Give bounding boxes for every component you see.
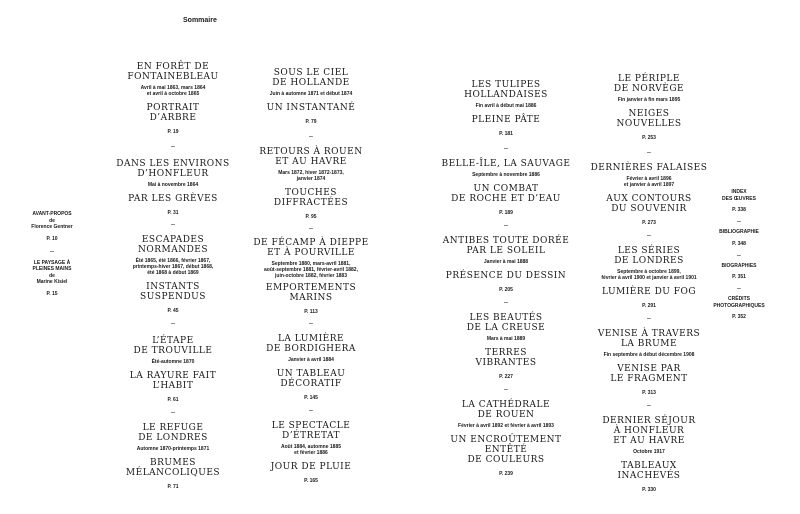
section-heading: EN FORÊT DE FONTAINEBLEAU <box>127 62 219 82</box>
section-heading: DERNIER SÉJOUR À HONFLEUR ET AU HAVRE <box>602 416 696 446</box>
separator-dash: – <box>647 402 651 409</box>
page-number: P. 205 <box>499 287 513 293</box>
column-chapters-1 <box>110 62 236 490</box>
page-number: P. 338 <box>732 207 746 213</box>
separator-dash: – <box>737 218 741 225</box>
section-heading: BIOGRAPHIES <box>721 262 757 269</box>
section-dates: Fin septembre à début décembre 1908 <box>603 352 695 358</box>
column-back-matter <box>706 189 772 320</box>
page-number: P. 95 <box>305 214 317 220</box>
section-dates: Août 1884, automne 1885 et février 1886 <box>280 444 342 456</box>
page-number: P. 189 <box>499 210 513 216</box>
section-dates: Mai à novembre 1864 <box>147 182 199 188</box>
section-dates: Fin avril à début mai 1886 <box>475 103 537 109</box>
separator-dash: – <box>171 221 175 228</box>
section-heading: L’ÉTAPE DE TROUVILLE <box>133 336 213 356</box>
section-heading: PAR LES GRÈVES <box>128 194 218 204</box>
section-heading: ANTIBES TOUTE DORÉE PAR LE SOLEIL <box>442 236 570 256</box>
page-number: P. 291 <box>642 303 656 309</box>
separator-dash: – <box>309 320 313 327</box>
section-dates: Septembre à novembre 1886 <box>472 172 540 178</box>
section-heading: UN ENCROÛTEMENT ENTÊTÉ DE COULEURS <box>450 435 562 465</box>
separator-dash: – <box>171 409 175 416</box>
page-title: Sommaire <box>183 17 217 24</box>
section-heading: LE PAYSAGE À PLEINES MAINS de Marine Kisiel <box>32 259 72 285</box>
section-heading: VENISE À TRAVERS LA BRUME <box>597 329 701 349</box>
section-heading: ESCAPADES NORMANDES <box>137 235 209 255</box>
section-heading: VENISE PAR LE FRAGMENT <box>610 364 688 384</box>
section-heading: BRUMES MÉLANCOLIQUES <box>125 458 221 478</box>
section-dates: Été-automne 1870 <box>151 359 195 365</box>
separator-dash: – <box>737 285 741 292</box>
section-dates: Septembre à octobre 1899, février à avril 1900 et janvier à avril 1901 <box>601 269 697 281</box>
section-dates: Mars à mai 1889 <box>486 336 526 342</box>
page-number: P. 113 <box>304 309 318 315</box>
section-heading: LES SÉRIES DE LONDRES <box>614 246 684 266</box>
section-dates: Janvier à avril 1884 <box>288 357 334 363</box>
section-dates: Avril à mai 1863, mars 1864 et avril à octobre 1865 <box>140 85 206 97</box>
section-heading: EMPORTEMENTS MARINS <box>265 283 357 303</box>
separator-dash: – <box>309 407 313 414</box>
section-heading: BELLE-ÎLE, LA SAUVAGE <box>441 159 571 169</box>
section-heading: UN INSTANTANÉ <box>266 103 356 113</box>
section-heading: TERRES VIBRANTES <box>475 348 537 368</box>
separator-dash: – <box>504 145 508 152</box>
page-number: P. 31 <box>167 210 179 216</box>
page-number: P. 145 <box>304 395 318 401</box>
section-heading: UN COMBAT DE ROCHE ET D’EAU <box>451 184 561 204</box>
section-heading: TOUCHES DIFFRACTÉES <box>273 188 349 208</box>
section-heading: INSTANTS SUSPENDUS <box>140 282 206 302</box>
page-number: P. 351 <box>732 274 746 280</box>
section-dates: Octobre 1917 <box>633 449 665 455</box>
section-heading: LES TULIPES HOLLANDAISES <box>464 80 548 100</box>
section-dates: Automne 1870-printemps 1871 <box>136 446 210 452</box>
section-heading: LE SPECTACLE D’ÉTRETAT <box>271 421 351 441</box>
page-number: P. 330 <box>642 487 656 493</box>
section-heading: AVANT-PROPOS de Florence Gentner <box>31 211 73 230</box>
section-heading: PORTRAIT D’ARBRE <box>146 103 200 123</box>
separator-dash: – <box>504 222 508 229</box>
page-number: P. 239 <box>499 471 513 477</box>
column-chapters-2 <box>248 68 374 484</box>
section-dates: Fin janvier à fin mars 1895 <box>617 97 681 103</box>
section-heading: LES BEAUTÉS DE LA CREUSE <box>466 313 546 333</box>
section-heading: TABLEAUX INACHEVÉS <box>617 461 681 481</box>
separator-dash: – <box>50 247 54 255</box>
section-dates: Février à avril 1896 et janvier à avril 1897 <box>623 176 675 188</box>
separator-dash: – <box>504 299 508 306</box>
section-heading: UN TABLEAU DÉCORATIF <box>276 369 346 389</box>
section-heading: DE FÉCAMP À DIEPPE ET À POURVILLE <box>253 238 369 258</box>
separator-dash: – <box>647 232 651 239</box>
column-chapters-4 <box>586 74 712 493</box>
section-dates: Été 1865, été 1866, février 1867, printemps-hiver 1867, début 1868, été 1868 à début 1869 <box>132 258 214 276</box>
section-dates: Septembre 1880, mars-avril 1881, août-septembre 1881, février-avril 1882, juin-octobre 1882, février 1883 <box>264 261 358 279</box>
section-heading: LA LUMIÈRE DE BORDIGHERA <box>266 334 356 354</box>
page-number: P. 313 <box>642 390 656 396</box>
page-number: P. 227 <box>499 374 513 380</box>
section-heading: AUX CONTOURS DU SOUVENIR <box>606 194 692 214</box>
page-number: P. 348 <box>732 240 746 247</box>
page-number: P. 15 <box>46 290 58 297</box>
page-number: P. 273 <box>642 220 656 226</box>
separator-dash: – <box>171 143 175 150</box>
column-chapters-3 <box>436 80 576 477</box>
page-number: P. 352 <box>732 314 746 320</box>
section-heading: PLEINE PÂTE <box>471 115 541 125</box>
section-heading: JOUR DE PLUIE <box>270 462 352 472</box>
section-heading: INDEX DES ŒUVRES <box>722 189 756 202</box>
section-dates: Juin à automne 1871 et début 1874 <box>269 91 353 97</box>
separator-dash: – <box>647 149 651 156</box>
page-number: P. 45 <box>167 308 179 314</box>
column-front-matter <box>22 211 82 297</box>
page-number: P. 79 <box>305 119 317 125</box>
section-heading: DANS LES ENVIRONS D’HONFLEUR <box>116 159 230 179</box>
page-number: P. 19 <box>167 129 179 135</box>
separator-dash: – <box>309 133 313 140</box>
page-number: P. 181 <box>499 131 513 137</box>
page-number: P. 10 <box>46 235 58 242</box>
section-heading: BIBLIOGRAPHIE <box>719 229 759 235</box>
section-heading: RETOURS À ROUEN ET AU HAVRE <box>259 147 363 167</box>
section-heading: LA RAYURE FAIT L’HABIT <box>129 371 217 391</box>
section-heading: CRÉDITS PHOTOGRAPHIQUES <box>713 296 765 309</box>
section-heading: NEIGES NOUVELLES <box>616 109 682 129</box>
section-heading: LA CATHÉDRALE DE ROUEN <box>461 400 551 420</box>
section-heading: LUMIÈRE DU FOG <box>601 287 697 297</box>
separator-dash: – <box>647 315 651 322</box>
section-dates: Mars 1872, hiver 1872-1873, janvier 1874 <box>278 170 344 182</box>
separator-dash: – <box>737 251 741 259</box>
page-number: P. 61 <box>167 397 179 403</box>
page-number: P. 165 <box>304 478 318 484</box>
section-dates: Janvier à mai 1888 <box>483 259 529 265</box>
section-dates: Février à avril 1892 et février à avril 1893 <box>458 423 554 429</box>
separator-dash: – <box>504 386 508 393</box>
section-heading: LE PÉRIPLE DE NORVÈGE <box>613 74 685 94</box>
section-heading: SOUS LE CIEL DE HOLLANDE <box>272 68 350 88</box>
section-heading: PRÉSENCE DU DESSIN <box>445 271 567 281</box>
section-heading: LE REFUGE DE LONDRES <box>138 423 208 443</box>
page-number: P. 71 <box>167 484 179 490</box>
separator-dash: – <box>309 225 313 232</box>
section-heading: DERNIÈRES FALAISES <box>590 163 708 173</box>
separator-dash: – <box>171 320 175 327</box>
page-number: P. 253 <box>642 135 656 141</box>
